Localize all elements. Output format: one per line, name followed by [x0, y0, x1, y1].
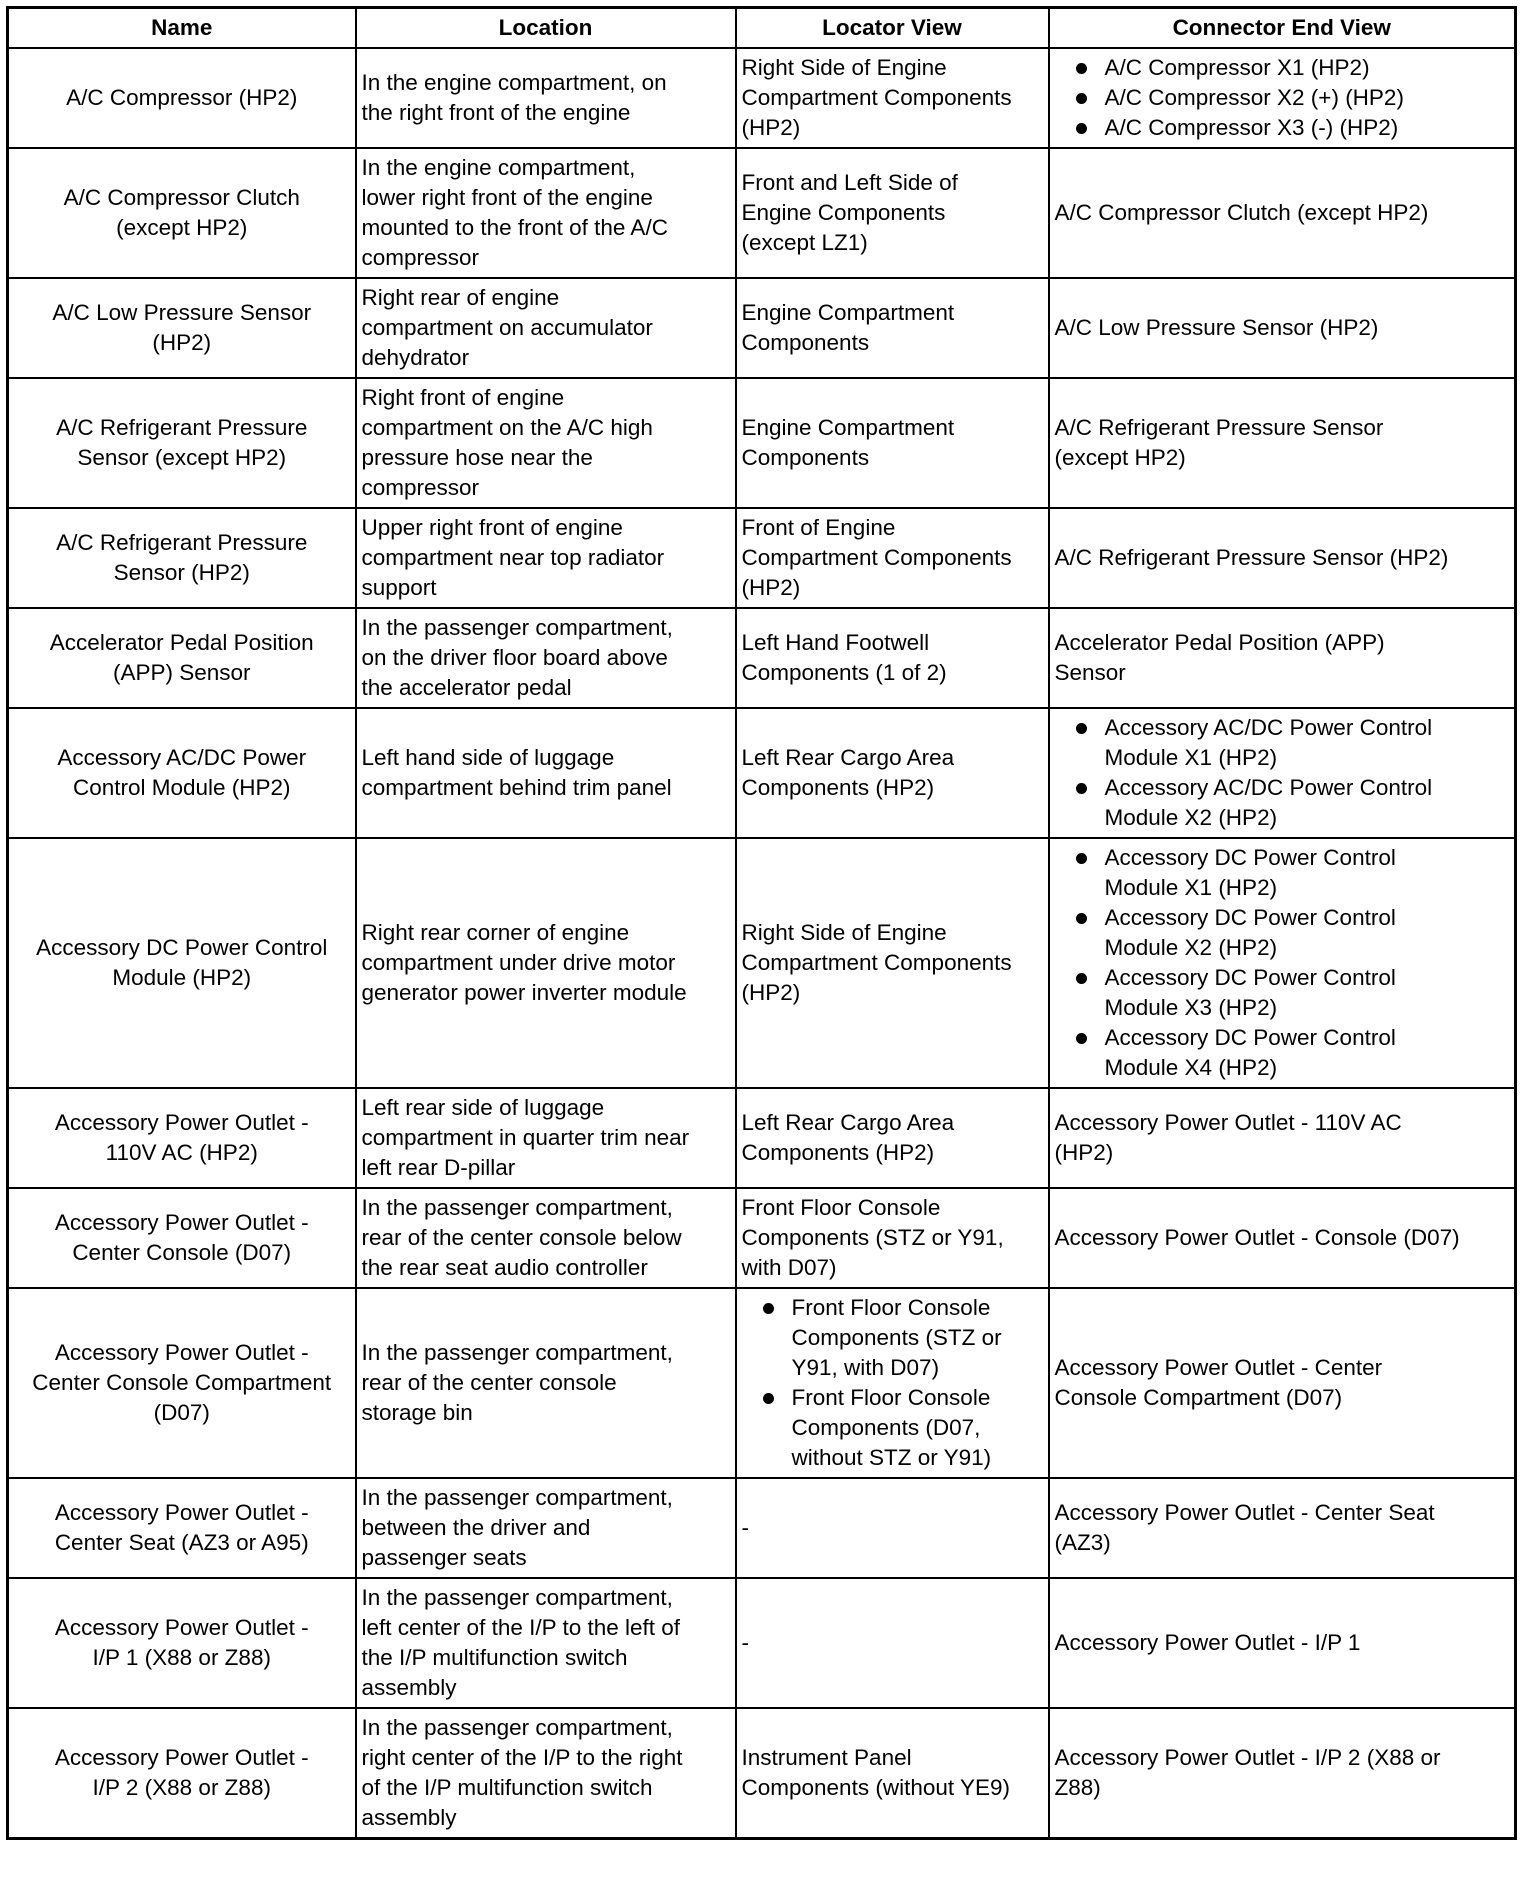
- location-cell-line: assembly: [361, 1675, 457, 1700]
- name-cell-line: A/C Compressor (HP2): [66, 85, 298, 110]
- name-cell: [8, 1708, 356, 1839]
- connector-end-view-cell-bullet-list: [1055, 53, 1510, 143]
- location-cell: [356, 378, 736, 508]
- locator-view-cell-line: (HP2): [741, 115, 801, 140]
- location-cell-line: Right rear of engine: [361, 285, 560, 310]
- name-cell-line: Accessory Power Outlet -: [54, 1340, 309, 1365]
- connector-end-view-cell-line: Accessory Power Outlet - I/P 2 (X88 or: [1054, 1745, 1441, 1770]
- location-cell: [356, 1578, 736, 1708]
- bullet-list-item: [1055, 773, 1510, 833]
- bullet-item-line: Components (D07,: [791, 1415, 981, 1440]
- location-cell-line: the I/P multifunction switch: [361, 1645, 628, 1670]
- location-cell: [356, 608, 736, 708]
- connector-end-view-cell-line: Accessory Power Outlet - Center Seat: [1054, 1500, 1435, 1525]
- name-cell-line: Accessory Power Outlet -: [54, 1500, 309, 1525]
- location-cell-line: In the passenger compartment,: [361, 615, 673, 640]
- connector-end-view-cell: [1049, 148, 1516, 278]
- locator-view-cell-line: Right Side of Engine: [741, 920, 947, 945]
- location-cell-line: In the passenger compartment,: [361, 1195, 673, 1220]
- location-cell-line: Right rear corner of engine: [361, 920, 630, 945]
- connector-end-view-cell: [1049, 378, 1516, 508]
- location-cell-line: the rear seat audio controller: [361, 1255, 648, 1280]
- location-cell-line: compartment near top radiator: [361, 545, 665, 570]
- connector-end-view-cell: [1049, 278, 1516, 378]
- locator-view-cell: [736, 838, 1049, 1088]
- connector-end-view-cell-bullet-list: [1055, 843, 1510, 1083]
- name-cell-line: Sensor (except HP2): [77, 445, 287, 470]
- location-cell: [356, 1478, 736, 1578]
- location-cell: [356, 148, 736, 278]
- location-cell-line: compressor: [361, 245, 480, 270]
- bullet-item-line: Accessory AC/DC Power Control: [1104, 775, 1433, 800]
- location-cell-line: rear of the center console below: [361, 1225, 682, 1250]
- bullet-list-item: [1055, 1023, 1510, 1083]
- connector-end-view-cell: [1049, 1708, 1516, 1839]
- location-cell-line: Left rear side of luggage: [361, 1095, 605, 1120]
- bullet-list-item: [1055, 83, 1510, 113]
- location-cell-line: In the passenger compartment,: [361, 1715, 673, 1740]
- locator-view-cell-line: Front and Left Side of: [741, 170, 958, 195]
- connector-end-view-cell-line: Accessory Power Outlet - Console (D07): [1054, 1225, 1460, 1250]
- bullet-item-line: Front Floor Console: [791, 1295, 991, 1320]
- table-row: [8, 1088, 1516, 1188]
- bullet-item-line: Module X3 (HP2): [1104, 995, 1278, 1020]
- location-cell: [356, 278, 736, 378]
- location-cell-line: of the I/P multifunction switch: [361, 1775, 653, 1800]
- locator-view-cell-line: Components (STZ or Y91,: [741, 1225, 1004, 1250]
- name-cell-line: (APP) Sensor: [112, 660, 251, 685]
- location-cell-line: compressor: [361, 475, 480, 500]
- location-cell: [356, 838, 736, 1088]
- location-cell-line: compartment behind trim panel: [361, 775, 672, 800]
- column-header-location: Location: [356, 8, 736, 49]
- table-row: [8, 278, 1516, 378]
- name-cell-line: 110V AC (HP2): [105, 1140, 258, 1165]
- connector-end-view-cell-line: Accessory Power Outlet - I/P 1: [1054, 1630, 1361, 1655]
- name-cell-line: Center Console Compartment: [32, 1370, 332, 1395]
- connector-end-view-cell: [1049, 838, 1516, 1088]
- table-row: [8, 1478, 1516, 1578]
- table-row: [8, 1188, 1516, 1288]
- name-cell-line: A/C Low Pressure Sensor: [52, 300, 312, 325]
- bullet-list-item: [742, 1383, 1043, 1473]
- bullet-item-line: Accessory DC Power Control: [1104, 1025, 1396, 1050]
- connector-end-view-cell: [1049, 708, 1516, 838]
- location-cell: [356, 48, 736, 148]
- bullet-item-line: Module X2 (HP2): [1104, 805, 1278, 830]
- connector-end-view-cell-line: A/C Low Pressure Sensor (HP2): [1054, 315, 1379, 340]
- locator-view-cell-bullet-list: [742, 1293, 1043, 1473]
- connector-end-view-cell: [1049, 508, 1516, 608]
- connector-end-view-cell-line: Accelerator Pedal Position (APP): [1054, 630, 1385, 655]
- name-cell: [8, 508, 356, 608]
- location-cell-line: rear of the center console: [361, 1370, 617, 1395]
- component-locator-page: [6, 6, 1514, 1840]
- locator-view-cell: [736, 508, 1049, 608]
- location-cell: [356, 708, 736, 838]
- locator-view-cell: [736, 278, 1049, 378]
- bullet-item-line: A/C Compressor X1 (HP2): [1104, 55, 1370, 80]
- bullet-list-item: [742, 1293, 1043, 1383]
- location-cell-line: In the engine compartment,: [361, 155, 636, 180]
- name-cell: [8, 708, 356, 838]
- name-cell-line: Accessory Power Outlet -: [54, 1615, 309, 1640]
- connector-end-view-cell: [1049, 1088, 1516, 1188]
- connector-end-view-cell: [1049, 1288, 1516, 1478]
- table-row: [8, 1708, 1516, 1839]
- connector-end-view-cell-line: Accessory Power Outlet - Center: [1054, 1355, 1383, 1380]
- location-cell-line: compartment on the A/C high: [361, 415, 653, 440]
- locator-view-cell-line: Components (without YE9): [741, 1775, 1010, 1800]
- connector-end-view-cell-line: Sensor: [1054, 660, 1126, 685]
- name-cell-line: Accessory Power Outlet -: [54, 1745, 309, 1770]
- locator-view-cell: [736, 1478, 1049, 1578]
- bullet-list-item: [1055, 113, 1510, 143]
- location-cell-line: pressure hose near the: [361, 445, 593, 470]
- location-cell-line: the right front of the engine: [361, 100, 631, 125]
- locator-view-cell-line: Compartment Components: [741, 85, 1012, 110]
- bullet-item-line: Module X2 (HP2): [1104, 935, 1278, 960]
- connector-end-view-cell-bullet-list: [1055, 713, 1510, 833]
- table-row: [8, 708, 1516, 838]
- locator-view-cell-line: (HP2): [741, 575, 801, 600]
- locator-view-cell-line: Components (1 of 2): [741, 660, 947, 685]
- name-cell-line: Accelerator Pedal Position: [49, 630, 314, 655]
- name-cell-line: Sensor (HP2): [113, 560, 250, 585]
- column-header-name: Name: [8, 8, 356, 49]
- location-cell-line: support: [361, 575, 437, 600]
- bullet-item-line: Module X4 (HP2): [1104, 1055, 1278, 1080]
- location-cell-line: left rear D-pillar: [361, 1155, 516, 1180]
- bullet-list-item: [1055, 53, 1510, 83]
- locator-view-cell-line: Engine Compartment: [741, 300, 955, 325]
- locator-view-cell: [736, 48, 1049, 148]
- location-cell-line: storage bin: [361, 1400, 473, 1425]
- locator-view-cell: [736, 378, 1049, 508]
- location-cell-line: Left hand side of luggage: [361, 745, 615, 770]
- locator-view-cell-line: Components (HP2): [741, 1140, 935, 1165]
- connector-end-view-cell-line: A/C Refrigerant Pressure Sensor: [1054, 415, 1384, 440]
- table-row: [8, 48, 1516, 148]
- bullet-item-line: Accessory DC Power Control: [1104, 845, 1396, 870]
- locator-view-cell-line: Front of Engine: [741, 515, 896, 540]
- locator-view-cell-line: Front Floor Console: [741, 1195, 941, 1220]
- locator-view-cell-line: (except LZ1): [741, 230, 868, 255]
- table-row: [8, 1578, 1516, 1708]
- locator-view-cell-line: Engine Components: [741, 200, 946, 225]
- name-cell: [8, 1288, 356, 1478]
- table-row: [8, 608, 1516, 708]
- locator-view-cell-line: Components: [741, 330, 870, 355]
- locator-view-cell-line: with D07): [741, 1255, 837, 1280]
- locator-view-cell-line: Left Hand Footwell: [741, 630, 930, 655]
- name-cell-line: Control Module (HP2): [72, 775, 291, 800]
- connector-end-view-cell-line: A/C Compressor Clutch (except HP2): [1054, 200, 1429, 225]
- bullet-list-item: [1055, 903, 1510, 963]
- location-cell-line: dehydrator: [361, 345, 470, 370]
- name-cell-line: Accessory DC Power Control: [36, 935, 328, 960]
- locator-view-cell-line: -: [741, 1515, 749, 1540]
- connector-end-view-cell: [1049, 1578, 1516, 1708]
- locator-view-cell-line: -: [741, 1630, 749, 1655]
- location-cell-line: compartment under drive motor: [361, 950, 676, 975]
- location-cell-line: on the driver floor board above: [361, 645, 668, 670]
- table-row: [8, 1288, 1516, 1478]
- connector-end-view-cell-line: (AZ3): [1054, 1530, 1111, 1555]
- locator-view-cell-line: Right Side of Engine: [741, 55, 947, 80]
- connector-end-view-cell-line: (except HP2): [1054, 445, 1186, 470]
- location-cell-line: compartment in quarter trim near: [361, 1125, 690, 1150]
- table-row: [8, 838, 1516, 1088]
- locator-view-cell: [736, 1288, 1049, 1478]
- locator-view-cell: [736, 608, 1049, 708]
- name-cell-line: Accessory Power Outlet -: [54, 1210, 309, 1235]
- bullet-item-line: A/C Compressor X2 (+) (HP2): [1104, 85, 1404, 110]
- bullet-list-item: [1055, 963, 1510, 1023]
- location-cell-line: Right front of engine: [361, 385, 565, 410]
- location-cell-line: In the passenger compartment,: [361, 1485, 673, 1510]
- connector-end-view-cell-line: Z88): [1054, 1775, 1101, 1800]
- bullet-item-line: A/C Compressor X3 (-) (HP2): [1104, 115, 1399, 140]
- component-locator-table: [6, 6, 1517, 1840]
- bullet-list-item: [1055, 713, 1510, 773]
- connector-end-view-cell: [1049, 608, 1516, 708]
- locator-view-cell-line: Components: [741, 445, 870, 470]
- location-cell-line: assembly: [361, 1805, 457, 1830]
- name-cell: [8, 48, 356, 148]
- name-cell-line: A/C Refrigerant Pressure: [56, 530, 308, 555]
- locator-view-cell-line: Left Rear Cargo Area: [741, 745, 955, 770]
- name-cell: [8, 278, 356, 378]
- location-cell-line: the accelerator pedal: [361, 675, 572, 700]
- name-cell-line: I/P 2 (X88 or Z88): [92, 1775, 271, 1800]
- connector-end-view-cell: [1049, 1188, 1516, 1288]
- table-header-row: [8, 8, 1516, 49]
- name-cell: [8, 1478, 356, 1578]
- name-cell-line: A/C Refrigerant Pressure: [56, 415, 308, 440]
- table-row: [8, 148, 1516, 278]
- location-cell: [356, 1288, 736, 1478]
- location-cell: [356, 1188, 736, 1288]
- name-cell-line: I/P 1 (X88 or Z88): [92, 1645, 271, 1670]
- locator-view-cell: [736, 1578, 1049, 1708]
- name-cell: [8, 378, 356, 508]
- location-cell-line: between the driver and: [361, 1515, 591, 1540]
- table-body: [8, 48, 1516, 1839]
- location-cell-line: compartment on accumulator: [361, 315, 653, 340]
- locator-view-cell: [736, 1708, 1049, 1839]
- connector-end-view-cell: [1049, 48, 1516, 148]
- name-cell: [8, 1088, 356, 1188]
- locator-view-cell-line: Engine Compartment: [741, 415, 955, 440]
- connector-end-view-cell-line: A/C Refrigerant Pressure Sensor (HP2): [1054, 545, 1449, 570]
- locator-view-cell-line: (HP2): [741, 980, 801, 1005]
- connector-end-view-cell-line: Accessory Power Outlet - 110V AC: [1054, 1110, 1402, 1135]
- locator-view-cell-line: Compartment Components: [741, 950, 1012, 975]
- location-cell-line: In the passenger compartment,: [361, 1585, 673, 1610]
- bullet-item-line: Y91, with D07): [791, 1355, 940, 1380]
- location-cell-line: passenger seats: [361, 1545, 527, 1570]
- location-cell-line: In the engine compartment, on: [361, 70, 667, 95]
- name-cell: [8, 608, 356, 708]
- location-cell: [356, 1708, 736, 1839]
- location-cell-line: mounted to the front of the A/C: [361, 215, 668, 240]
- column-header-connector-end-view: Connector End View: [1049, 8, 1516, 49]
- bullet-item-line: Module X1 (HP2): [1104, 745, 1278, 770]
- connector-end-view-cell-line: (HP2): [1054, 1140, 1114, 1165]
- locator-view-cell-line: Left Rear Cargo Area: [741, 1110, 955, 1135]
- location-cell-line: generator power inverter module: [361, 980, 687, 1005]
- locator-view-cell-line: Components (HP2): [741, 775, 935, 800]
- locator-view-cell: [736, 1088, 1049, 1188]
- bullet-item-line: Accessory AC/DC Power Control: [1104, 715, 1433, 740]
- bullet-item-line: Accessory DC Power Control: [1104, 965, 1396, 990]
- locator-view-cell: [736, 708, 1049, 838]
- bullet-item-line: Module X1 (HP2): [1104, 875, 1278, 900]
- location-cell-line: In the passenger compartment,: [361, 1340, 673, 1365]
- name-cell-line: (HP2): [152, 330, 212, 355]
- name-cell-line: A/C Compressor Clutch: [63, 185, 300, 210]
- location-cell: [356, 508, 736, 608]
- bullet-item-line: Components (STZ or: [791, 1325, 1002, 1350]
- name-cell: [8, 838, 356, 1088]
- location-cell-line: left center of the I/P to the left of: [361, 1615, 681, 1640]
- name-cell-line: Center Seat (AZ3 or A95): [54, 1530, 309, 1555]
- column-header-locator-view: Locator View: [736, 8, 1049, 49]
- locator-view-cell: [736, 1188, 1049, 1288]
- locator-view-cell-line: Compartment Components: [741, 545, 1012, 570]
- name-cell-line: Module (HP2): [112, 965, 252, 990]
- name-cell-line: (D07): [153, 1400, 210, 1425]
- name-cell-line: Center Console (D07): [72, 1240, 292, 1265]
- name-cell-line: Accessory AC/DC Power: [57, 745, 307, 770]
- location-cell-line: Upper right front of engine: [361, 515, 623, 540]
- name-cell: [8, 1578, 356, 1708]
- table-row: [8, 378, 1516, 508]
- bullet-item-line: Front Floor Console: [791, 1385, 991, 1410]
- bullet-item-line: without STZ or Y91): [791, 1445, 992, 1470]
- connector-end-view-cell: [1049, 1478, 1516, 1578]
- bullet-list-item: [1055, 843, 1510, 903]
- name-cell-line: Accessory Power Outlet -: [54, 1110, 309, 1135]
- location-cell: [356, 1088, 736, 1188]
- locator-view-cell-line: Instrument Panel: [741, 1745, 912, 1770]
- table-row: [8, 508, 1516, 608]
- bullet-item-line: Accessory DC Power Control: [1104, 905, 1396, 930]
- location-cell-line: right center of the I/P to the right: [361, 1745, 683, 1770]
- locator-view-cell: [736, 148, 1049, 278]
- name-cell: [8, 1188, 356, 1288]
- name-cell-line: (except HP2): [116, 215, 248, 240]
- connector-end-view-cell-line: Console Compartment (D07): [1054, 1385, 1343, 1410]
- location-cell-line: lower right front of the engine: [361, 185, 653, 210]
- name-cell: [8, 148, 356, 278]
